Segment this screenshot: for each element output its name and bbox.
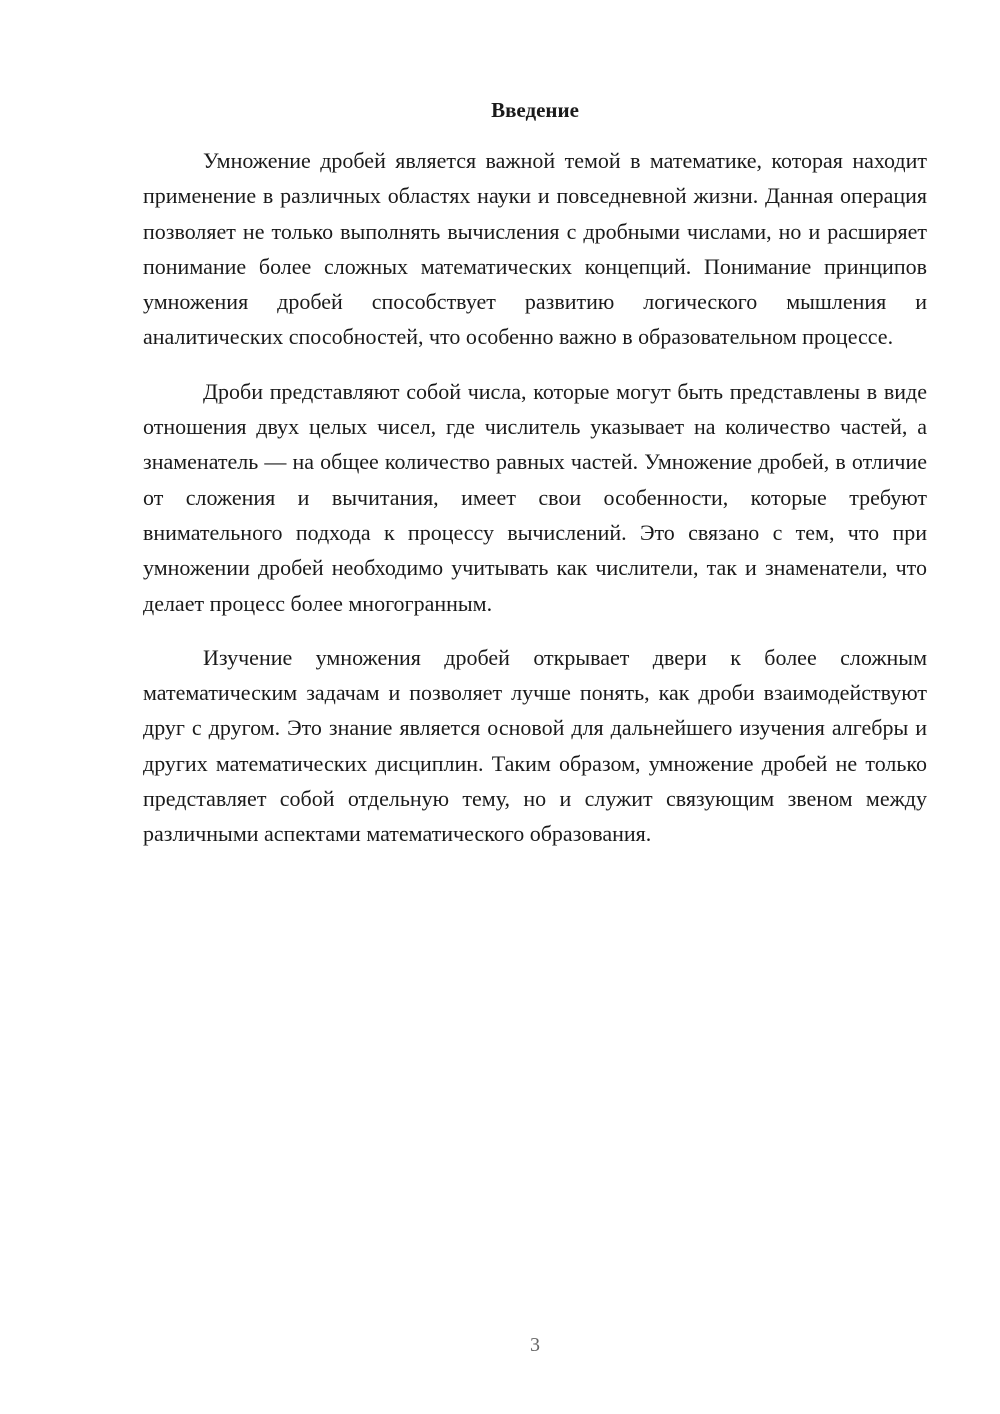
paragraph-1: Умножение дробей является важной темой в математике, которая находит применение в различных областях науки и повседневной жизни. Данная операция позволяет не только выполнять вычисления с дробными числами, но и расширяет понимание более сложных математических концепций. Понимание принципов умножения дробей способствует развитию логического мышления и аналитических способностей, что особенно важно в образовательном процессе.: [143, 148, 927, 350]
page-number: 3: [530, 1334, 540, 1356]
section-heading: Введение: [491, 98, 579, 122]
body-text: [143, 143, 927, 871]
paragraph-2: Дроби представляют собой числа, которые могут быть представлены в виде отношения двух целых чисел, где числитель указывает на количество частей, а знаменатель — на общее количество равных частей. Умножение дробей, в отличие от сложения и вычитания, имеет свои особенности, которые требуют внимательного подхода к процессу вычислений. Это связано с тем, что при умножении дробей необходимо учитывать как числители, так и знаменатели, что делает процесс более многогранным.: [143, 378, 927, 616]
paragraph-3: Изучение умножения дробей открывает двери к более сложным математическим задачам и позволяет лучше понять, как дроби взаимодействуют друг с другом. Это знание является основой для дальнейшего изучения алгебры и других математических дисциплин. Таким образом, умножение дробей не только представляет собой отдельную тему, но и служит связующим звеном между различными аспектами математического образования.: [143, 644, 927, 847]
